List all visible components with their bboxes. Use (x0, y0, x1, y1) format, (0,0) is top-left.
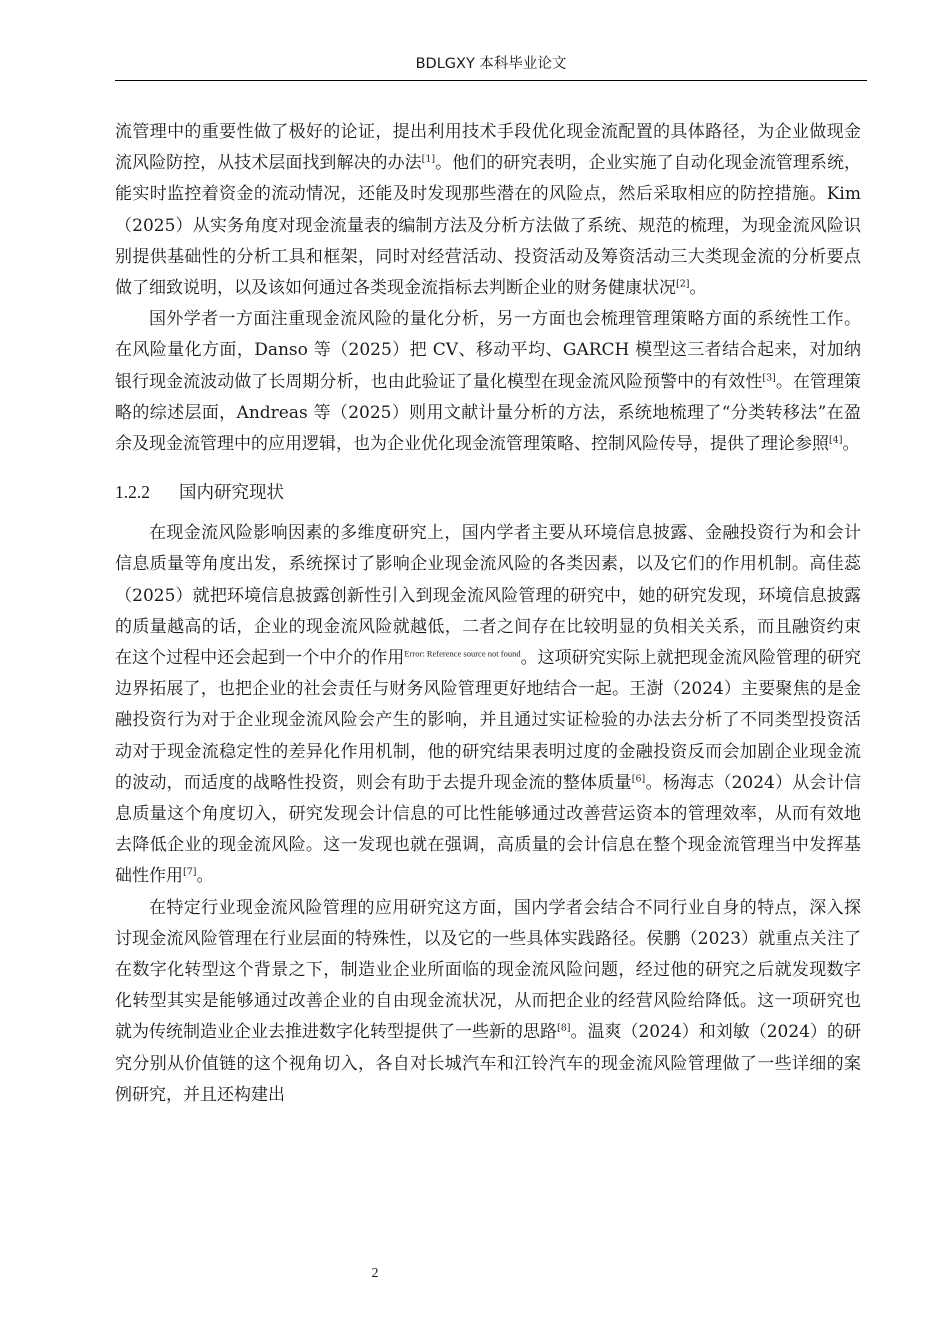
paragraph-text: 流管理中的重要性做了极好的论证，提出利用技术手段优化现金流配置的具体路径，为企业做现金流风险防控，从技术层面找到解决的办法 (115, 122, 861, 174)
page-body (115, 117, 861, 1111)
citation-ref: [8] (557, 1022, 571, 1034)
paragraph-text: 。温爽（2024）和刘敏（2024）的研究分别从价值链的这个视角切入，各自对长城汽车和江铃汽车的现金流风险管理做了一些详细的案例研究，并且还构建出 (115, 1022, 861, 1105)
page-number: 2 (371, 1266, 379, 1281)
paragraph-text: 。 (689, 278, 707, 299)
citation-ref: [2] (676, 278, 690, 290)
section-title: 国内研究现状 (179, 483, 284, 504)
paragraph-4 (115, 893, 861, 1111)
paragraph-text: 国外学者一方面注重现金流风险的量化分析，另一方面也会梳理管理策略方面的系统性工作。在风险量化方面，Danso 等（2025）把 CV、移动平均、GARCH 模型这三者结合起来，对加纳银行现金流波动做了长周期分析，也由此验证了量化模型在现金流风险预警中的有效性 (115, 309, 861, 392)
page-footer (0, 1266, 750, 1282)
paragraph-text: 。这项研究实际上就把现金流风险管理的研究边界拓展了，也把企业的社会责任与财务风险管理更好地结合一起。王澍（2024）主要聚焦的是金融投资行为对于企业现金流风险会产生的影响，并且通过实证检验的办法去分析了不同类型投资活动对于现金流稳定性的差异化作用机制，他的研究结果表明过度的金融投资反而会加剧企业现金流的波动，而适度的战略性投资，则会有助于去提升现金流的整体质量 (115, 648, 862, 793)
paragraph-text: 。在管理策略的综述层面，Andreas 等（2025）则用文献计量分析的方法，系统地梳理了“分类转移法”在盈余及现金流管理中的应用逻辑，也为企业优化现金流管理策略、控制风险传导，提供了理论参照 (115, 371, 862, 455)
paragraph-text: 。 (196, 866, 214, 887)
paragraph-text: 在特定行业现金流风险管理的应用研究这方面，国内学者会结合不同行业自身的特点，深入探讨现金流风险管理在行业层面的特殊性，以及它的一些具体实践路径。侯鹏（2023）就重点关注了在数字化转型这个背景之下，制造业企业所面临的现金流风险问题，经过他的研究之后就发现数字化转型其实是能够通过改善企业的自由现金流状况，从而把企业的经营风险给降低。这一项研究也就为传统制造业企业去推进数字化转型提供了一些新的思路 (115, 897, 861, 1043)
section-heading (115, 476, 861, 509)
paragraph-text: 在现金流风险影响因素的多维度研究上，国内学者主要从环境信息披露、金融投资行为和会计信息质量等角度出发，系统探讨了影响企业现金流风险的各类因素，以及它们的作用机制。高佳蕊（2025）就把环境信息披露创新性引入到现金流风险管理的研究中，她的研究发现，环境信息披露的质量越高的话，企业的现金流风险就越低，二者之间存在比较明显的负相关关系，而且融资约束在这个过程中还会起到一个中介的作用 (115, 523, 861, 669)
header-title: BDLGXY 本科毕业论文 (415, 56, 567, 72)
citation-ref: [1] (421, 153, 436, 165)
citation-ref: [7] (183, 866, 197, 878)
section-number: 1.2.2 (115, 482, 150, 503)
paragraph-text: 。 (842, 434, 860, 455)
citation-ref: [4] (829, 434, 843, 446)
citation-ref: [3] (762, 371, 776, 383)
reference-error: Error: Reference source not found (404, 648, 521, 659)
paragraph-1 (115, 117, 861, 304)
paragraph-text: 。他们的研究表明，企业实施了自动化现金流管理系统，能实时监控着资金的流动情况，还能及时发现那些潜在的风险点，然后采取相应的防控措施。Kim（2025）从实务角度对现金流量表的编制方法及分析方法做了系统、规范的梳理，为现金流风险识别提供基础性的分析工具和框架，同时对经营活动、投资活动及筹资活动三大类现金流的分析要点做了细致说明，以及该如何通过各类现金流指标去判断企业的财务健康状况 (115, 153, 861, 299)
page-header (115, 52, 867, 81)
citation-ref: [6] (631, 773, 646, 785)
paragraph-3 (115, 518, 861, 892)
paragraph-2 (115, 304, 861, 460)
paragraph-text: 。杨海志（2024）从会计信息质量这个角度切入，研究发现会计信息的可比性能够通过改善营运资本的管理效率，从而有效地去降低企业的现金流风险。这一发现也就在强调，高质量的会计信息在整个现金流管理当中发挥基础性作用 (115, 772, 861, 887)
